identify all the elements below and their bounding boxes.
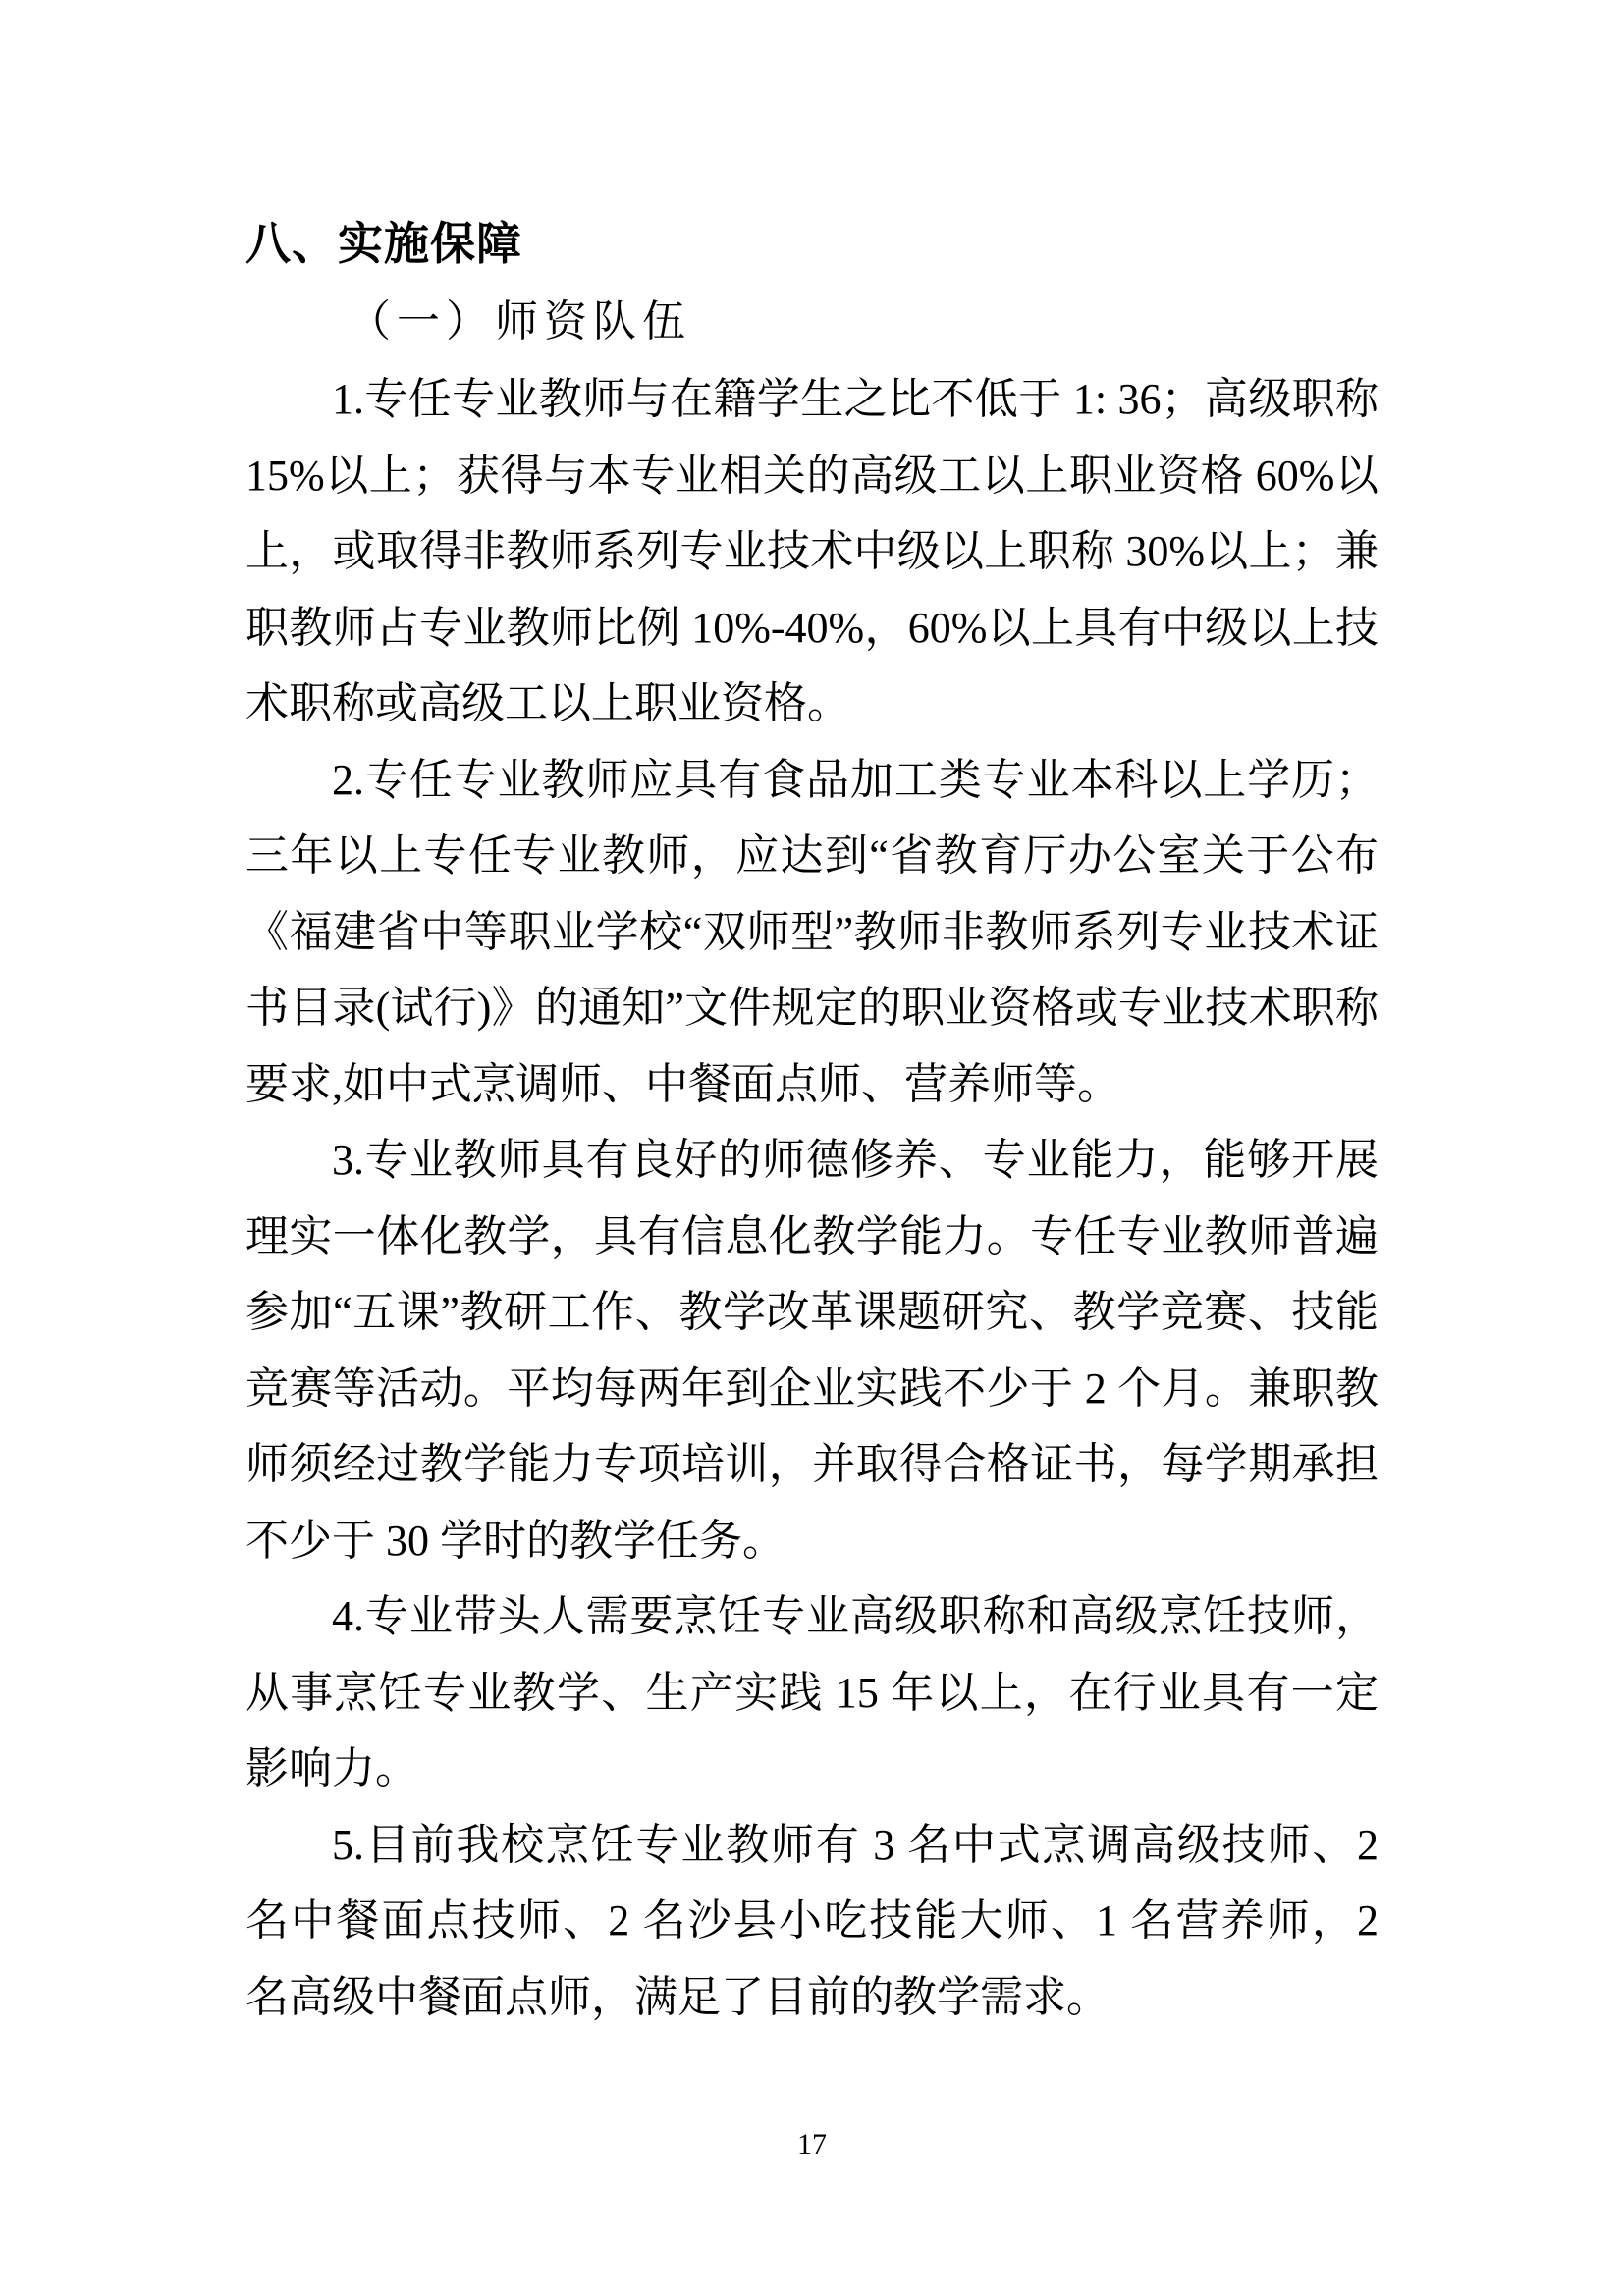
section-heading: 八、实施保障 bbox=[245, 218, 522, 269]
paragraph-3: 3.专业教师具有良好的师德修养、专业能力，能够开展理实一体化教学，具有信息化教学能力。专任专业教师普遍参加“五课”教研工作、教学改革课题研究、教学竞赛、技能竞赛等活动。平均每两年到企业实践不少于 2 个月。兼职教师须经过教学能力专项培训，并取得合格证书，每学期承担不少于 30 学时的教学任务。 bbox=[245, 1136, 1379, 1565]
paragraph-2: 2.专任专业教师应具有食品加工类专业本科以上学历；三年以上专任专业教师，应达到“省教育厅办公室关于公布《福建省中等职业学校“双师型”教师非教师系列专业技术证书目录(试行)》的通知”文件规定的职业资格或专业技术职称要求,如中式烹调师、中餐面点师、营养师等。 bbox=[245, 755, 1379, 1108]
paragraph-1: 1.专任专业教师与在籍学生之比不低于 1: 36；高级职称 15%以上；获得与本专业相关的高级工以上职业资格 60%以上，或取得非教师系列专业技术中级以上职称 30%以上；兼职教师占专业教师比例 10%-40%，60%以上具有中级以上技术职称或高级工以上职业资格。 bbox=[245, 375, 1379, 727]
page-content bbox=[245, 204, 1379, 2035]
paragraph-5: 5.目前我校烹饪专业教师有 3 名中式烹调高级技师、2 名中餐面点技师、2 名沙县小吃技能大师、1 名营养师，2 名高级中餐面点师，满足了目前的教学需求。 bbox=[245, 1820, 1379, 2021]
paragraph-4: 4.专业带头人需要烹饪专业高级职称和高级烹饪技师，从事烹饪专业教学、生产实践 15 年以上，在行业具有一定影响力。 bbox=[245, 1592, 1379, 1792]
page-number: 17 bbox=[797, 2128, 827, 2161]
subsection-heading: （一）师资队伍 bbox=[348, 297, 691, 346]
